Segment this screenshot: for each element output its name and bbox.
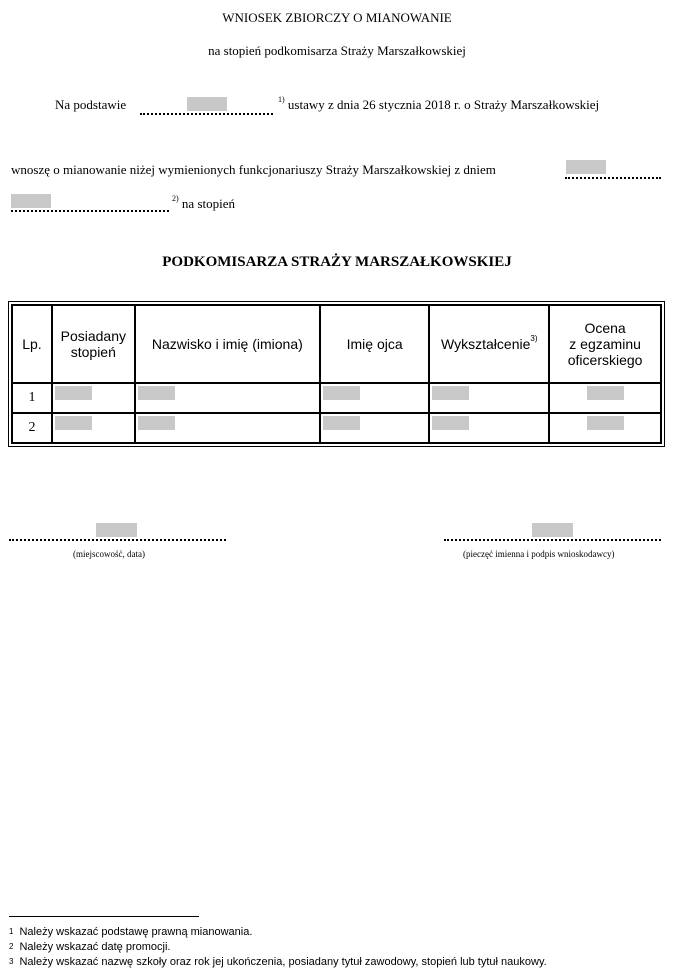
basis-prefix: Na podstawie [55, 97, 127, 112]
basis-suffix: $^{1)}$ ustawy z dnia 26 stycznia 2018 r. o Straży Marszałkowskiej [278, 95, 600, 112]
place-date-label: (miejscowość, data) [73, 549, 145, 559]
footnote-3: $^3$ Należy wskazać nazwę szkoły oraz rok jej ukończenia, posiadany tytuł zawodowy, stopień lub tytuł naukowy. [9, 956, 547, 968]
footnote-separator [9, 916, 199, 917]
header-rank: Posiadany stopień [52, 305, 135, 383]
header-father: Imię ojca [320, 305, 429, 383]
row-education[interactable] [429, 413, 549, 443]
header-name: Nazwisko i imię (imiona) [135, 305, 320, 383]
row-grade[interactable] [549, 383, 661, 413]
header-lp: Lp. [12, 305, 52, 383]
header-education: Wykształcenie$^{3)}$ [429, 305, 549, 383]
row-name[interactable] [135, 383, 320, 413]
signature-label: (pieczęć imienna i podpis wnioskodawcy) [463, 549, 615, 559]
redacted-basis [187, 97, 227, 111]
row-name[interactable] [135, 413, 320, 443]
redacted-cell [587, 416, 624, 430]
redacted-cell [323, 386, 360, 400]
date-field-line-2[interactable] [11, 210, 169, 212]
table-header-row [12, 305, 661, 383]
document-title: WNIOSEK ZBIORCZY O MIANOWANIE [222, 10, 452, 25]
row-lp: 1 [12, 383, 52, 413]
row-father[interactable] [320, 413, 429, 443]
rank-heading: PODKOMISARZA STRAŻY MARSZAŁKOWSKIEJ [162, 254, 512, 270]
redacted-cell [587, 386, 624, 400]
row-rank[interactable] [52, 383, 135, 413]
signature-line[interactable] [444, 539, 661, 541]
redacted-cell [138, 416, 175, 430]
redacted-cell [432, 386, 469, 400]
redacted-cell [138, 386, 175, 400]
redacted-cell [55, 416, 92, 430]
redacted-cell [323, 416, 360, 430]
row-father[interactable] [320, 383, 429, 413]
candidates-table [11, 304, 662, 444]
row-rank[interactable] [52, 413, 135, 443]
table-row [12, 413, 661, 443]
table-row [12, 383, 661, 413]
row-lp: 2 [12, 413, 52, 443]
redacted-cell [432, 416, 469, 430]
date-suffix: $^{2)}$ na stopień [172, 194, 235, 211]
redacted-cell [55, 386, 92, 400]
place-date-line[interactable] [9, 539, 226, 541]
header-grade: Ocena z egzaminu oficerskiego [549, 305, 661, 383]
document-subtitle: na stopień podkomisarza Straży Marszałkowskiej [208, 43, 466, 58]
row-education[interactable] [429, 383, 549, 413]
request-text: wnoszę o mianowanie niżej wymienionych funkcjonariuszy Straży Marszałkowskiej z dniem [11, 162, 496, 177]
redacted-signature [532, 523, 573, 537]
redacted-place-date [96, 523, 137, 537]
footnote-1: $^1$ Należy wskazać podstawę prawną mianowania. [9, 926, 253, 938]
basis-field-line[interactable] [140, 113, 273, 115]
redacted-date-part-2 [11, 194, 51, 208]
row-grade[interactable] [549, 413, 661, 443]
redacted-date-part-1 [566, 160, 606, 174]
footnotes [9, 925, 649, 970]
date-field-line-1[interactable] [565, 177, 661, 179]
footnote-2: $^2$ Należy wskazać datę promocji. [9, 941, 171, 953]
